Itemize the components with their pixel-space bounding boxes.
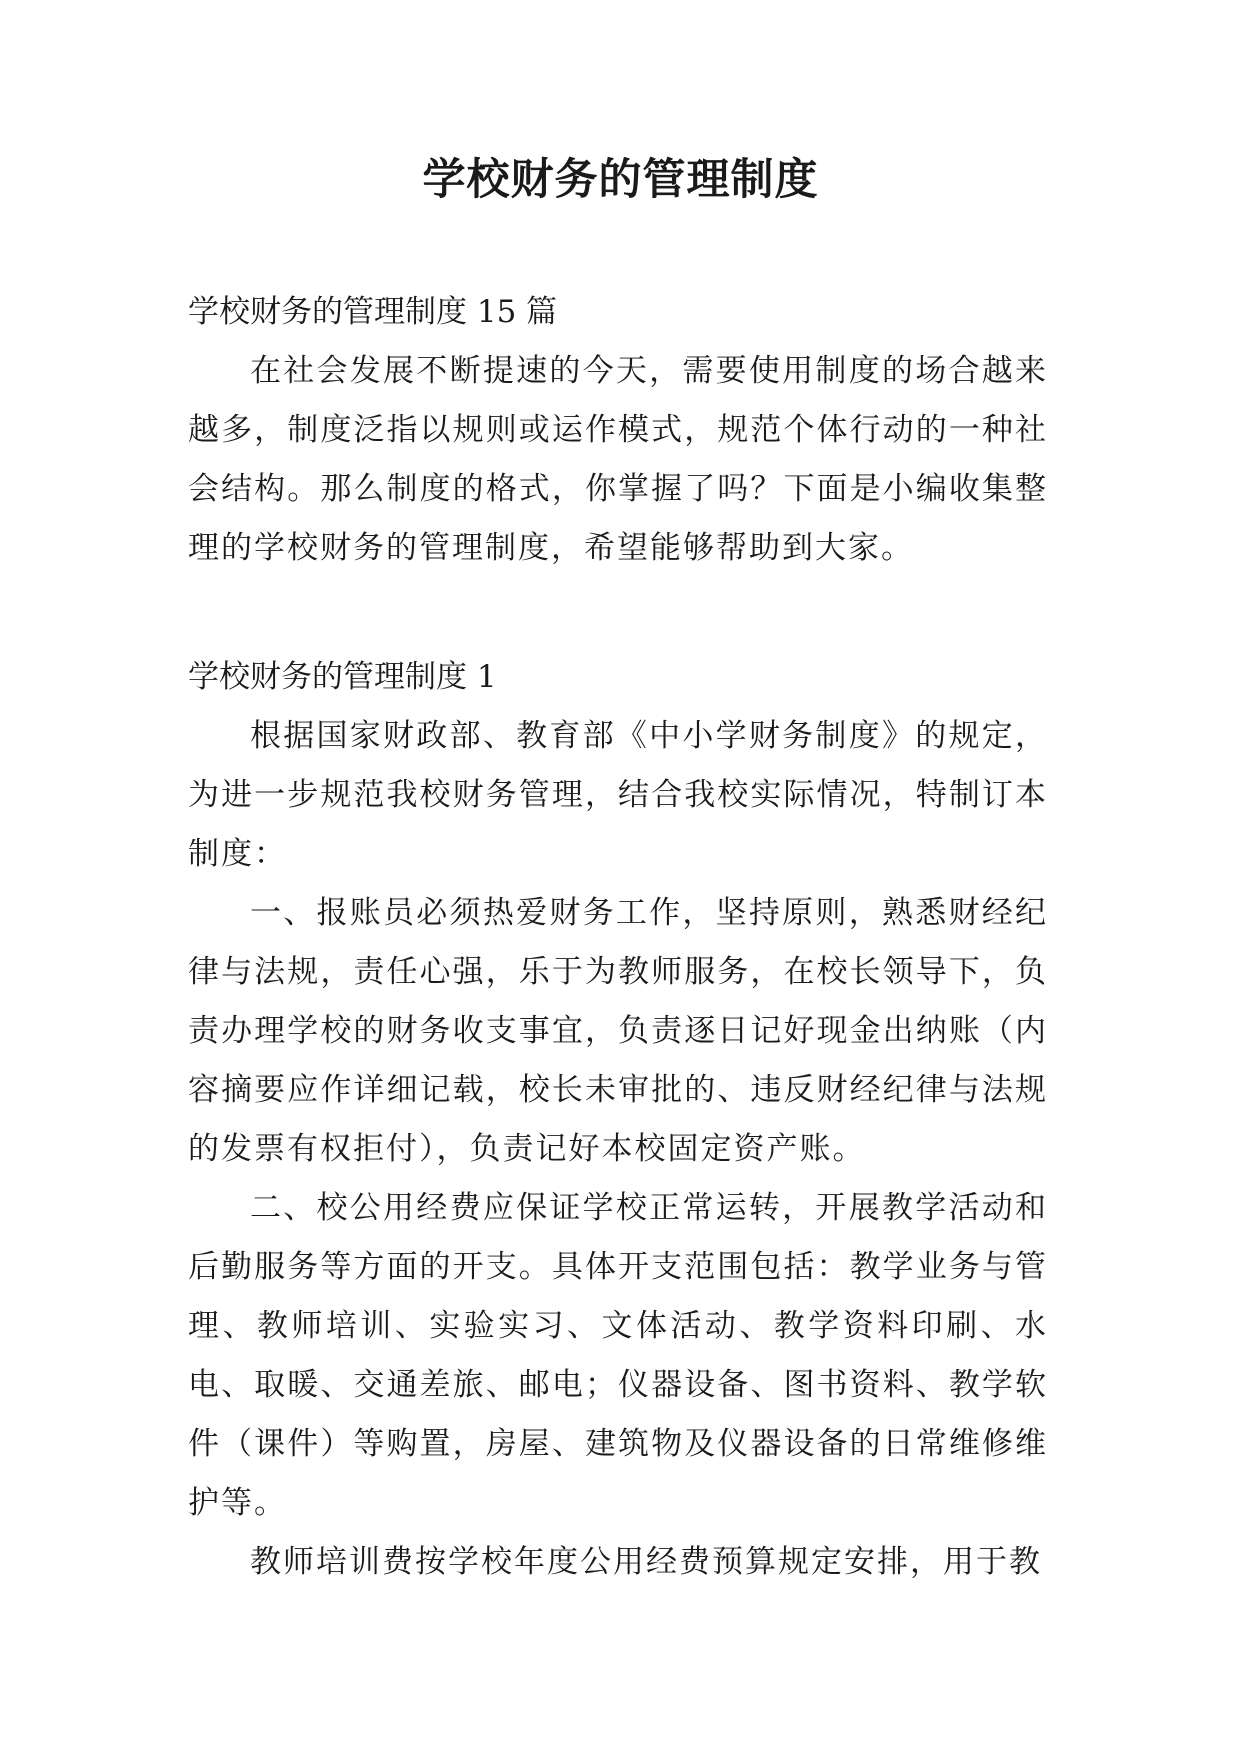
paragraph: 二、校公用经费应保证学校正常运转，开展教学活动和后勤服务等方面的开支。具体开支范围包括：教学业务与管理、教师培训、实验实习、文体活动、教学资料印刷、水电、取暖、交通差旅、邮电；仪器设备、图书资料、教学软件（课件）等购置，房屋、建筑物及仪器设备的日常维修维护等。 (188, 1190, 1048, 1521)
subtitle: 学校财务的管理制度 15 篇 (188, 294, 558, 330)
document-title: 学校财务的管理制度 (422, 155, 819, 205)
section-spacer (188, 578, 1048, 648)
intro-paragraph: 在社会发展不断提速的今天，需要使用制度的场合越来越多，制度泛指以规则或运作模式，规范个体行动的一种社会结构。那么制度的格式，你掌握了吗？下面是小编收集整理的学校财务的管理制度，希望能够帮助到大家。 (188, 353, 1048, 566)
paragraph: 一、报账员必须热爱财务工作，坚持原则，熟悉财经纪律与法规，责任心强，乐于为教师服务，在校长领导下，负责办理学校的财务收支事宜，负责逐日记好现金出纳账（内容摘要应作详细记载，校长未审批的、违反财经纪律与法规的发票有权拒付），负责记好本校固定资产账。 (188, 895, 1048, 1167)
section-heading: 学校财务的管理制度 1 (188, 659, 497, 695)
document-body (188, 283, 1048, 1592)
paragraph: 教师培训费按学校年度公用经费预算规定安排，用于教 (250, 1544, 1042, 1580)
paragraph: 根据国家财政部、教育部《中小学财务制度》的规定，为进一步规范我校财务管理，结合我校实际情况，特制订本制度： (188, 718, 1048, 872)
